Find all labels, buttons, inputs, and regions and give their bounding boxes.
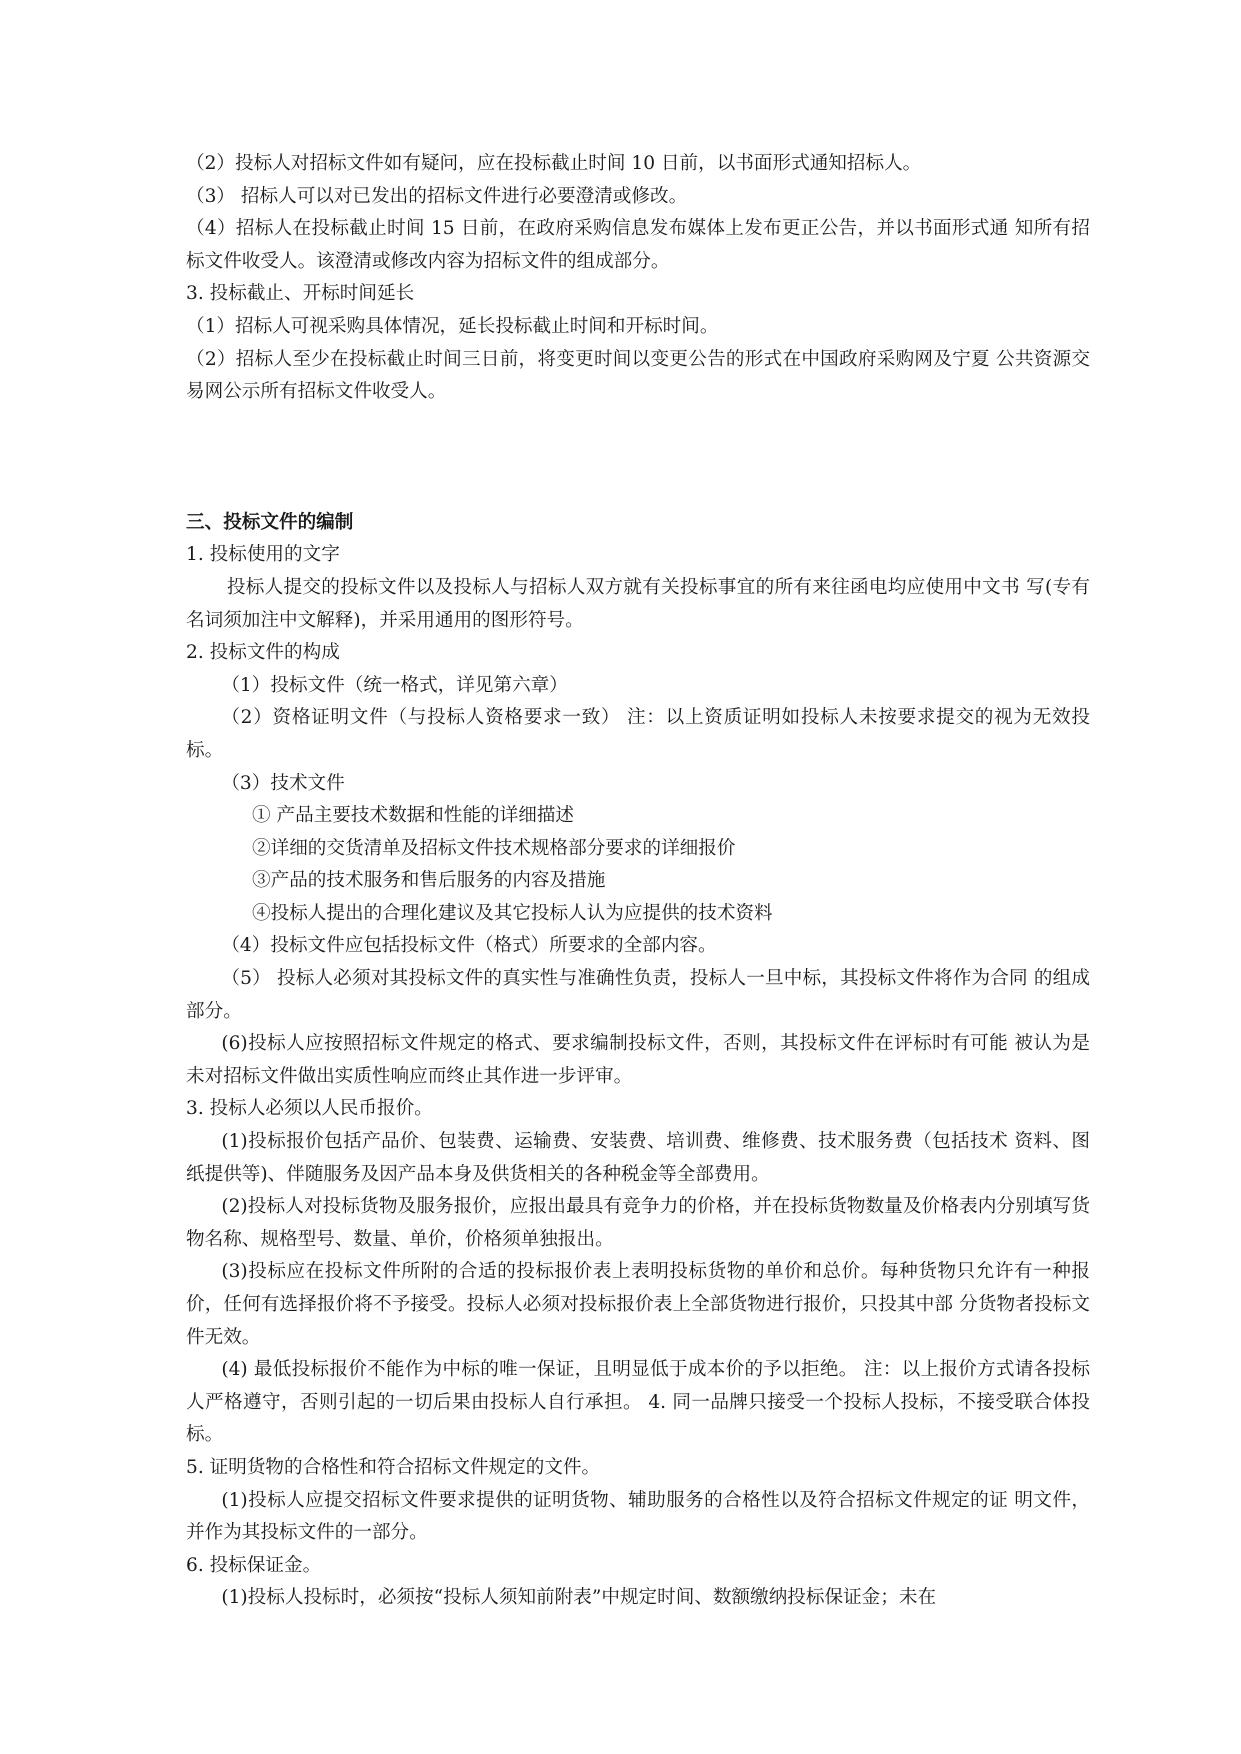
list-item: (6)投标人应按照招标文件规定的格式、要求编制投标文件，否则，其投标文件在评标时有可能 被认为是未对招标文件做出实质性响应而终止其作进一步评审。 [186,1033,1090,1087]
list-item: （2）资格证明文件（与投标人资格要求一致） 注：以上资质证明如投标人未按要求提交的视为无效投标。 [186,707,1090,761]
list-item: （5） 投标人必须对其投标文件的真实性与准确性负责，投标人一旦中标，其投标文件将作为合同 的组成部分。 [186,968,1090,1022]
subsection-title: 2. 投标文件的构成 [186,642,340,664]
tech-list-item: ① 产品主要技术数据和性能的详细描述 [252,805,575,827]
list-item: (1)投标人投标时，必须按“投标人须知前附表”中规定时间、数额缴纳投标保证金；未在 [221,1587,937,1609]
tech-list-item: ④投标人提出的合理化建议及其它投标人认为应提供的技术资料 [252,902,773,924]
list-item: (1)投标人应提交招标文件要求提供的证明货物、辅助服务的合格性以及符合招标文件规定的证 明文件，并作为其投标文件的一部分。 [186,1489,1090,1544]
subsection-title: 3. 投标人必须以人民币报价。 [186,1098,433,1120]
list-item: (2)投标人对投标货物及服务报价，应报出最具有竞争力的价格，并在投标货物数量及价格表内分别填写货物名称、规格型号、数量、单价，价格须单独报出。 [186,1196,1090,1250]
section-heading: 三、投标文件的编制 [186,511,354,533]
paragraph: （3） 招标人可以对已发出的招标文件进行必要澄清或修改。 [186,185,688,207]
subsection-title: 1. 投标使用的文字 [186,544,340,566]
document-page [186,148,1090,1615]
list-item: (3)投标应在投标文件所附的合适的投标报价表上表明投标货物的单价和总价。每种货物只允许有一种报价，任何有选择报价将不予接受。投标人必须对投标报价表上全部货物进行报价，只投其中部 分货物者投标文件无效。 [186,1261,1090,1348]
paragraph: 投标人提交的投标文件以及投标人与招标人双方就有关投标事宜的所有来往函电均应使用中文书 写(专有名词须加注中文解释)，并采用通用的图形符号。 [186,576,1090,631]
list-item: (1)投标报价包括产品价、包装费、运输费、安装费、培训费、维修费、技术服务费（包括技术 资料、图纸提供等)、伴随服务及因产品本身及供货相关的各种税金等全部费用。 [186,1131,1090,1185]
list-item: （1）投标文件（统一格式，详见第六章） [221,674,568,696]
subsection-title: 6. 投标保证金。 [186,1554,322,1576]
list-item: （4）投标文件应包括投标文件（格式）所要求的全部内容。 [221,935,717,957]
list-item: （3）技术文件 [221,772,345,794]
subsection-title: 5. 证明货物的合格性和符合招标文件规定的文件。 [186,1456,601,1478]
tech-list-item: ②详细的交货清单及招标文件技术规格部分要求的详细报价 [252,837,736,859]
paragraph: （2）招标人至少在投标截止时间三日前，将变更时间以变更公告的形式在中国政府采购网及宁夏 公共资源交易网公示所有招标文件收受人。 [186,348,1090,403]
section-spacer [186,409,1090,507]
previous-section-tail [186,148,1090,409]
paragraph: （4）招标人在投标截止时间 15 日前，在政府采购信息发布媒体上发布更正公告，并以书面形式通 知所有招标文件收受人。该澄清或修改内容为招标文件的组成部分。 [186,218,1090,272]
subsection-title: 3. 投标截止、开标时间延长 [186,283,415,305]
section-bid-document-preparation [186,507,1090,1615]
paragraph: （1）招标人可视采购具体情况，延长投标截止时间和开标时间。 [186,315,719,337]
paragraph: （2）投标人对招标文件如有疑问，应在投标截止时间 10 日前，以书面形式通知招标人。 [186,153,922,174]
list-item: (4) 最低投标报价不能作为中标的唯一保证，且明显低于成本价的予以拒绝。 注：以上报价方式请各投标人严格遵守，否则引起的一切后果由投标人自行承担。 4. 同一品牌只接受一个投标人投标，不接受联合体投标。 [186,1359,1090,1446]
tech-list-item: ③产品的技术服务和售后服务的内容及措施 [252,870,606,892]
